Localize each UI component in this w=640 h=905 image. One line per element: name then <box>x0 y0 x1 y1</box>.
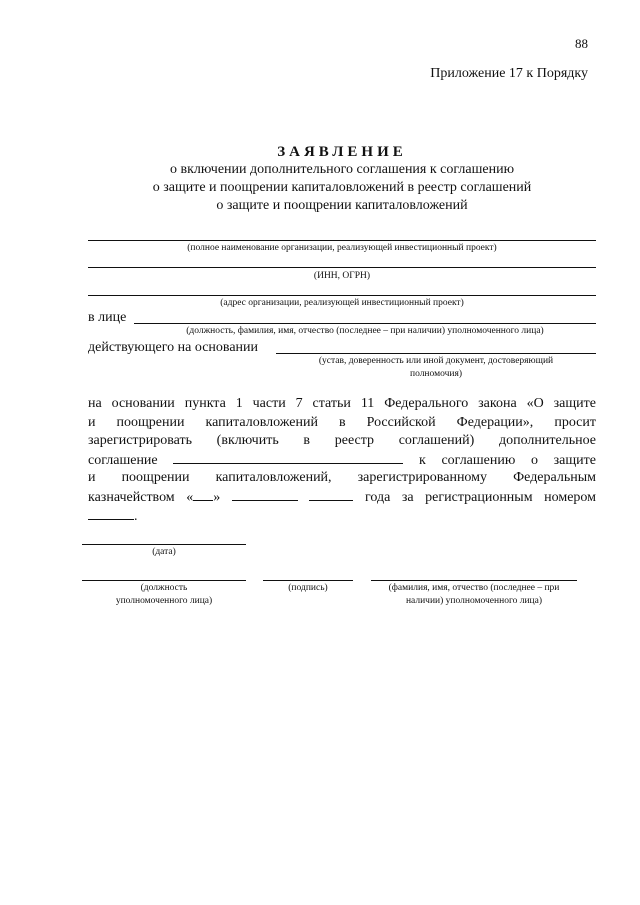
body-line <box>88 488 596 507</box>
name-caption-line: наличии) уполномоченного лица) <box>405 596 543 606</box>
position-caption-line: (должность <box>140 583 188 593</box>
date-caption: (дата) <box>152 547 176 557</box>
position-caption <box>82 582 246 608</box>
position-field[interactable] <box>82 580 246 581</box>
agreement-blank[interactable] <box>173 451 403 464</box>
name-caption-line: (фамилия, имя, отчество (последнее – при <box>388 583 560 593</box>
inn-ogrn-caption: (ИНН, ОГРН) <box>313 271 371 281</box>
person-label: в лице <box>88 310 127 325</box>
person-caption: (должность, фамилия, имя, отчество (последнее – при наличии) уполномоченного лица) <box>186 326 544 336</box>
subtitle-line: о защите и поощрении капиталовложений в реестр соглашений <box>152 180 532 195</box>
body-text-agreement: соглашение <box>88 452 158 468</box>
basis-field[interactable] <box>276 353 596 354</box>
inn-ogrn-field[interactable] <box>88 267 596 268</box>
basis-label: действующего на основании <box>88 340 259 355</box>
position-caption-line: уполномоченного лица) <box>115 596 213 606</box>
basis-caption <box>276 355 596 381</box>
name-caption <box>371 582 577 608</box>
date-field[interactable] <box>82 544 246 545</box>
address-caption: (адрес организации, реализующей инвестиционный проект) <box>220 298 464 308</box>
body-text-treasury: казначейством « » <box>88 489 221 505</box>
body-line: и поощрении капиталовложений, зарегистрированному Федеральным <box>88 470 596 486</box>
body-line: и поощрении капиталовложений в Российской Федерации», просит <box>88 414 596 430</box>
body-line <box>88 507 596 526</box>
body-text-registration: года за регистрационным номером <box>364 489 597 505</box>
day-blank[interactable] <box>193 488 213 501</box>
address-field[interactable] <box>88 295 596 296</box>
body-period: . <box>134 508 138 524</box>
name-field[interactable] <box>371 580 577 581</box>
year-blank[interactable] <box>309 488 353 501</box>
body-line <box>88 451 596 470</box>
subtitle-line: о защите и поощрении капиталовложений <box>216 198 468 213</box>
registration-number-blank[interactable] <box>88 507 134 520</box>
body-line: на основании пункта 1 части 7 статьи 11 Федерального закона «О защите <box>88 396 596 411</box>
body-text-to-agreement: к соглашению о защите <box>418 452 597 468</box>
basis-caption-line: полномочия) <box>409 369 462 379</box>
subtitle-line: о включении дополнительного соглашения к соглашению <box>169 162 515 177</box>
signature-caption: (подпись) <box>288 583 328 593</box>
appendix-reference: Приложение 17 к Порядку <box>430 66 588 81</box>
page-number: 88 <box>575 36 588 51</box>
org-name-field[interactable] <box>88 240 596 241</box>
application-body <box>88 395 596 525</box>
document-subtitle <box>88 161 596 215</box>
body-line: зарегистрировать (включить в реестр соглашений) дополнительное <box>88 433 596 449</box>
org-name-caption: (полное наименование организации, реализующей инвестиционный проект) <box>187 243 497 253</box>
signature-field[interactable] <box>263 580 353 581</box>
month-blank[interactable] <box>232 488 298 501</box>
basis-caption-line: (устав, доверенность или иной документ, достоверяющий <box>318 356 554 366</box>
person-field[interactable] <box>134 323 596 324</box>
document-title: ЗАЯВЛЕНИЕ <box>277 144 407 160</box>
